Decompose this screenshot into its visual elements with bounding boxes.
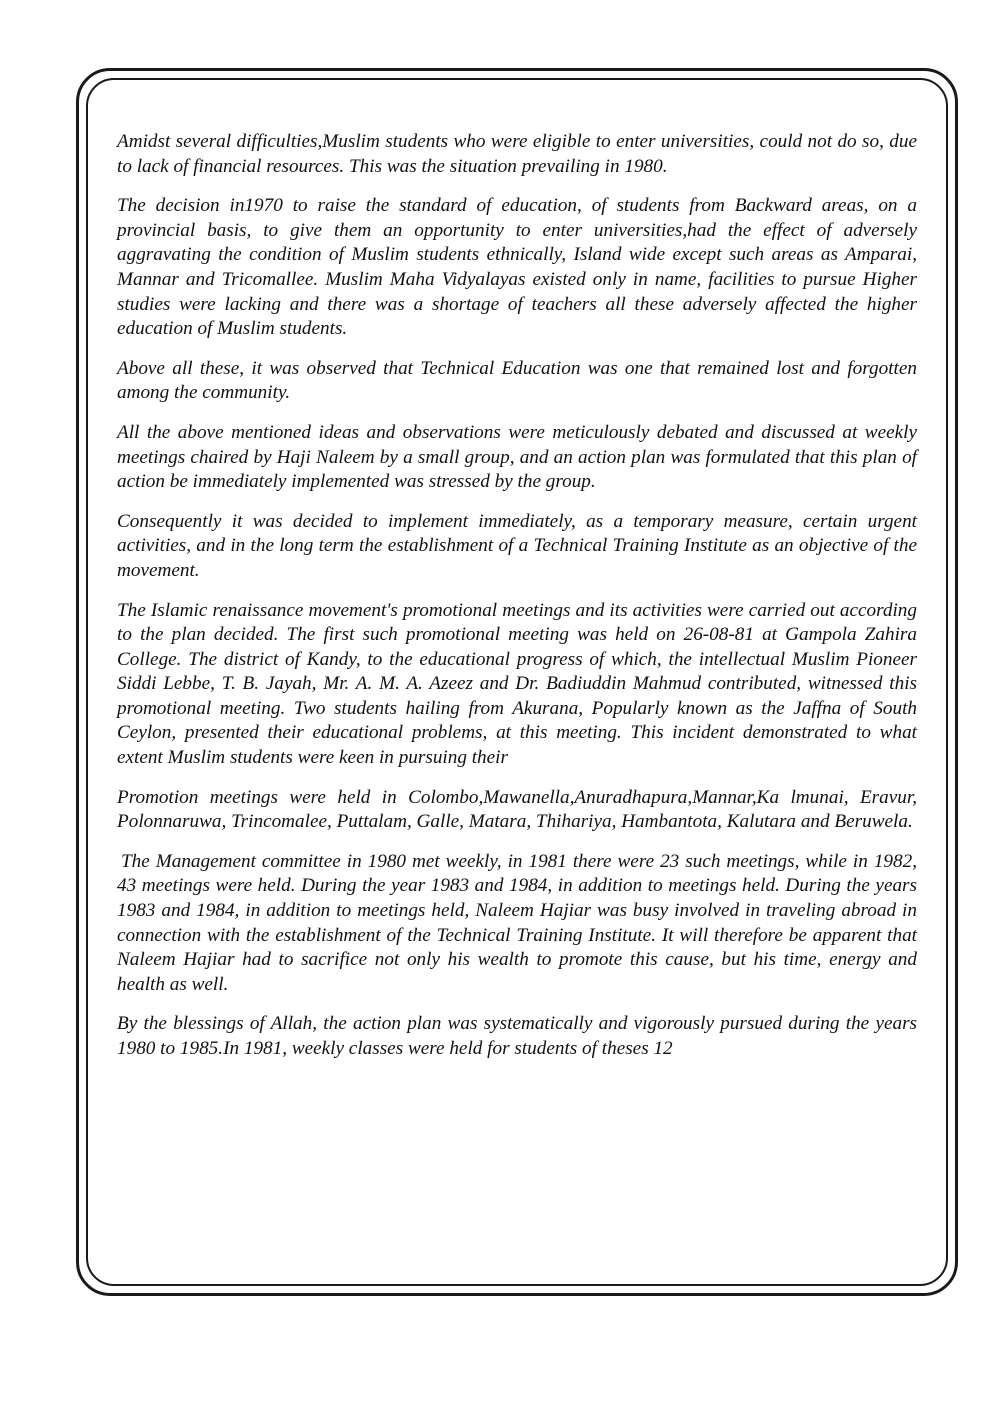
paragraph-6: The Islamic renaissance movement's promotional meetings and its activities were carried out according to the plan decided. The first such promotional meeting was held on 26-08-81 at Gampola Zahira College. The district of Kandy, to the educational progress of which, the intellectual Muslim Pioneer Siddi Lebbe, T. B. Jayah, Mr. A. M. A. Azeez and Dr. Badiuddin Mahmud contributed, witnessed this promotional meeting. Two students hailing from Akurana, Popularly known as the Jaffna of South Ceylon, presented their educational problems, at this meeting. This incident demonstrated to what extent Muslim students were keen in pursuing their	[117, 599, 917, 769]
paragraph-8: The Management committee in 1980 met weekly, in 1981 there were 23 such meetings, while in 1982, 43 meetings were held. During the year 1983 and 1984, in addition to meetings held. During the years 1983 and 1984, in addition to meetings held, Naleem Hajiar was busy involved in traveling abroad in connection with the establishment of the Technical Training Institute. It will therefore be apparent that Naleem Hajiar had to sacrifice not only his wealth to promote this cause, but his time, energy and health as well.	[117, 850, 917, 995]
document-body	[117, 130, 917, 1077]
paragraph-3: Above all these, it was observed that Technical Education was one that remained lost and forgotten among the community.	[117, 357, 917, 404]
paragraph-9: By the blessings of Allah, the action plan was systematically and vigorously pursued during the years 1980 to 1985.In 1981, weekly classes were held for students of theses 12	[117, 1013, 917, 1059]
paragraph-1: Amidst several difficulties,Muslim students who were eligible to enter universities, could not do so, due to lack of financial resources. This was the situation prevailing in 1980.	[117, 131, 917, 177]
paragraph-7: Promotion meetings were held in Colombo,Mawanella,Anuradhapura,Mannar,Ka lmunai, Eravur, Polonnaruwa, Trincomalee, Puttalam, Galle, Matara, Thihariya, Hambantota, Kalutara and Beruwela.	[117, 786, 917, 833]
paragraph-2: The decision in1970 to raise the standard of education, of students from Backward areas, on a provincial basis, to give them an opportunity to enter universities,had the effect of adversely aggravating the condition of Muslim students ethnically, Island wide except such areas as Amparai, Mannar and Tricomallee. Muslim Maha Vidyalayas existed only in name, facilities to pursue Higher studies were lacking and there was a shortage of teachers all these adversely affected the higher education of Muslim students.	[117, 195, 917, 340]
paragraph-4: All the above mentioned ideas and observations were meticulously debated and discussed at weekly meetings chaired by Haji Naleem by a small group, and an action plan was formulated that this plan of action be immediately implemented was stressed by the group.	[117, 421, 917, 493]
paragraph-5: Consequently it was decided to implement immediately, as a temporary measure, certain urgent activities, and in the long term the establishment of a Technical Training Institute as an objective of the movement.	[117, 510, 917, 581]
